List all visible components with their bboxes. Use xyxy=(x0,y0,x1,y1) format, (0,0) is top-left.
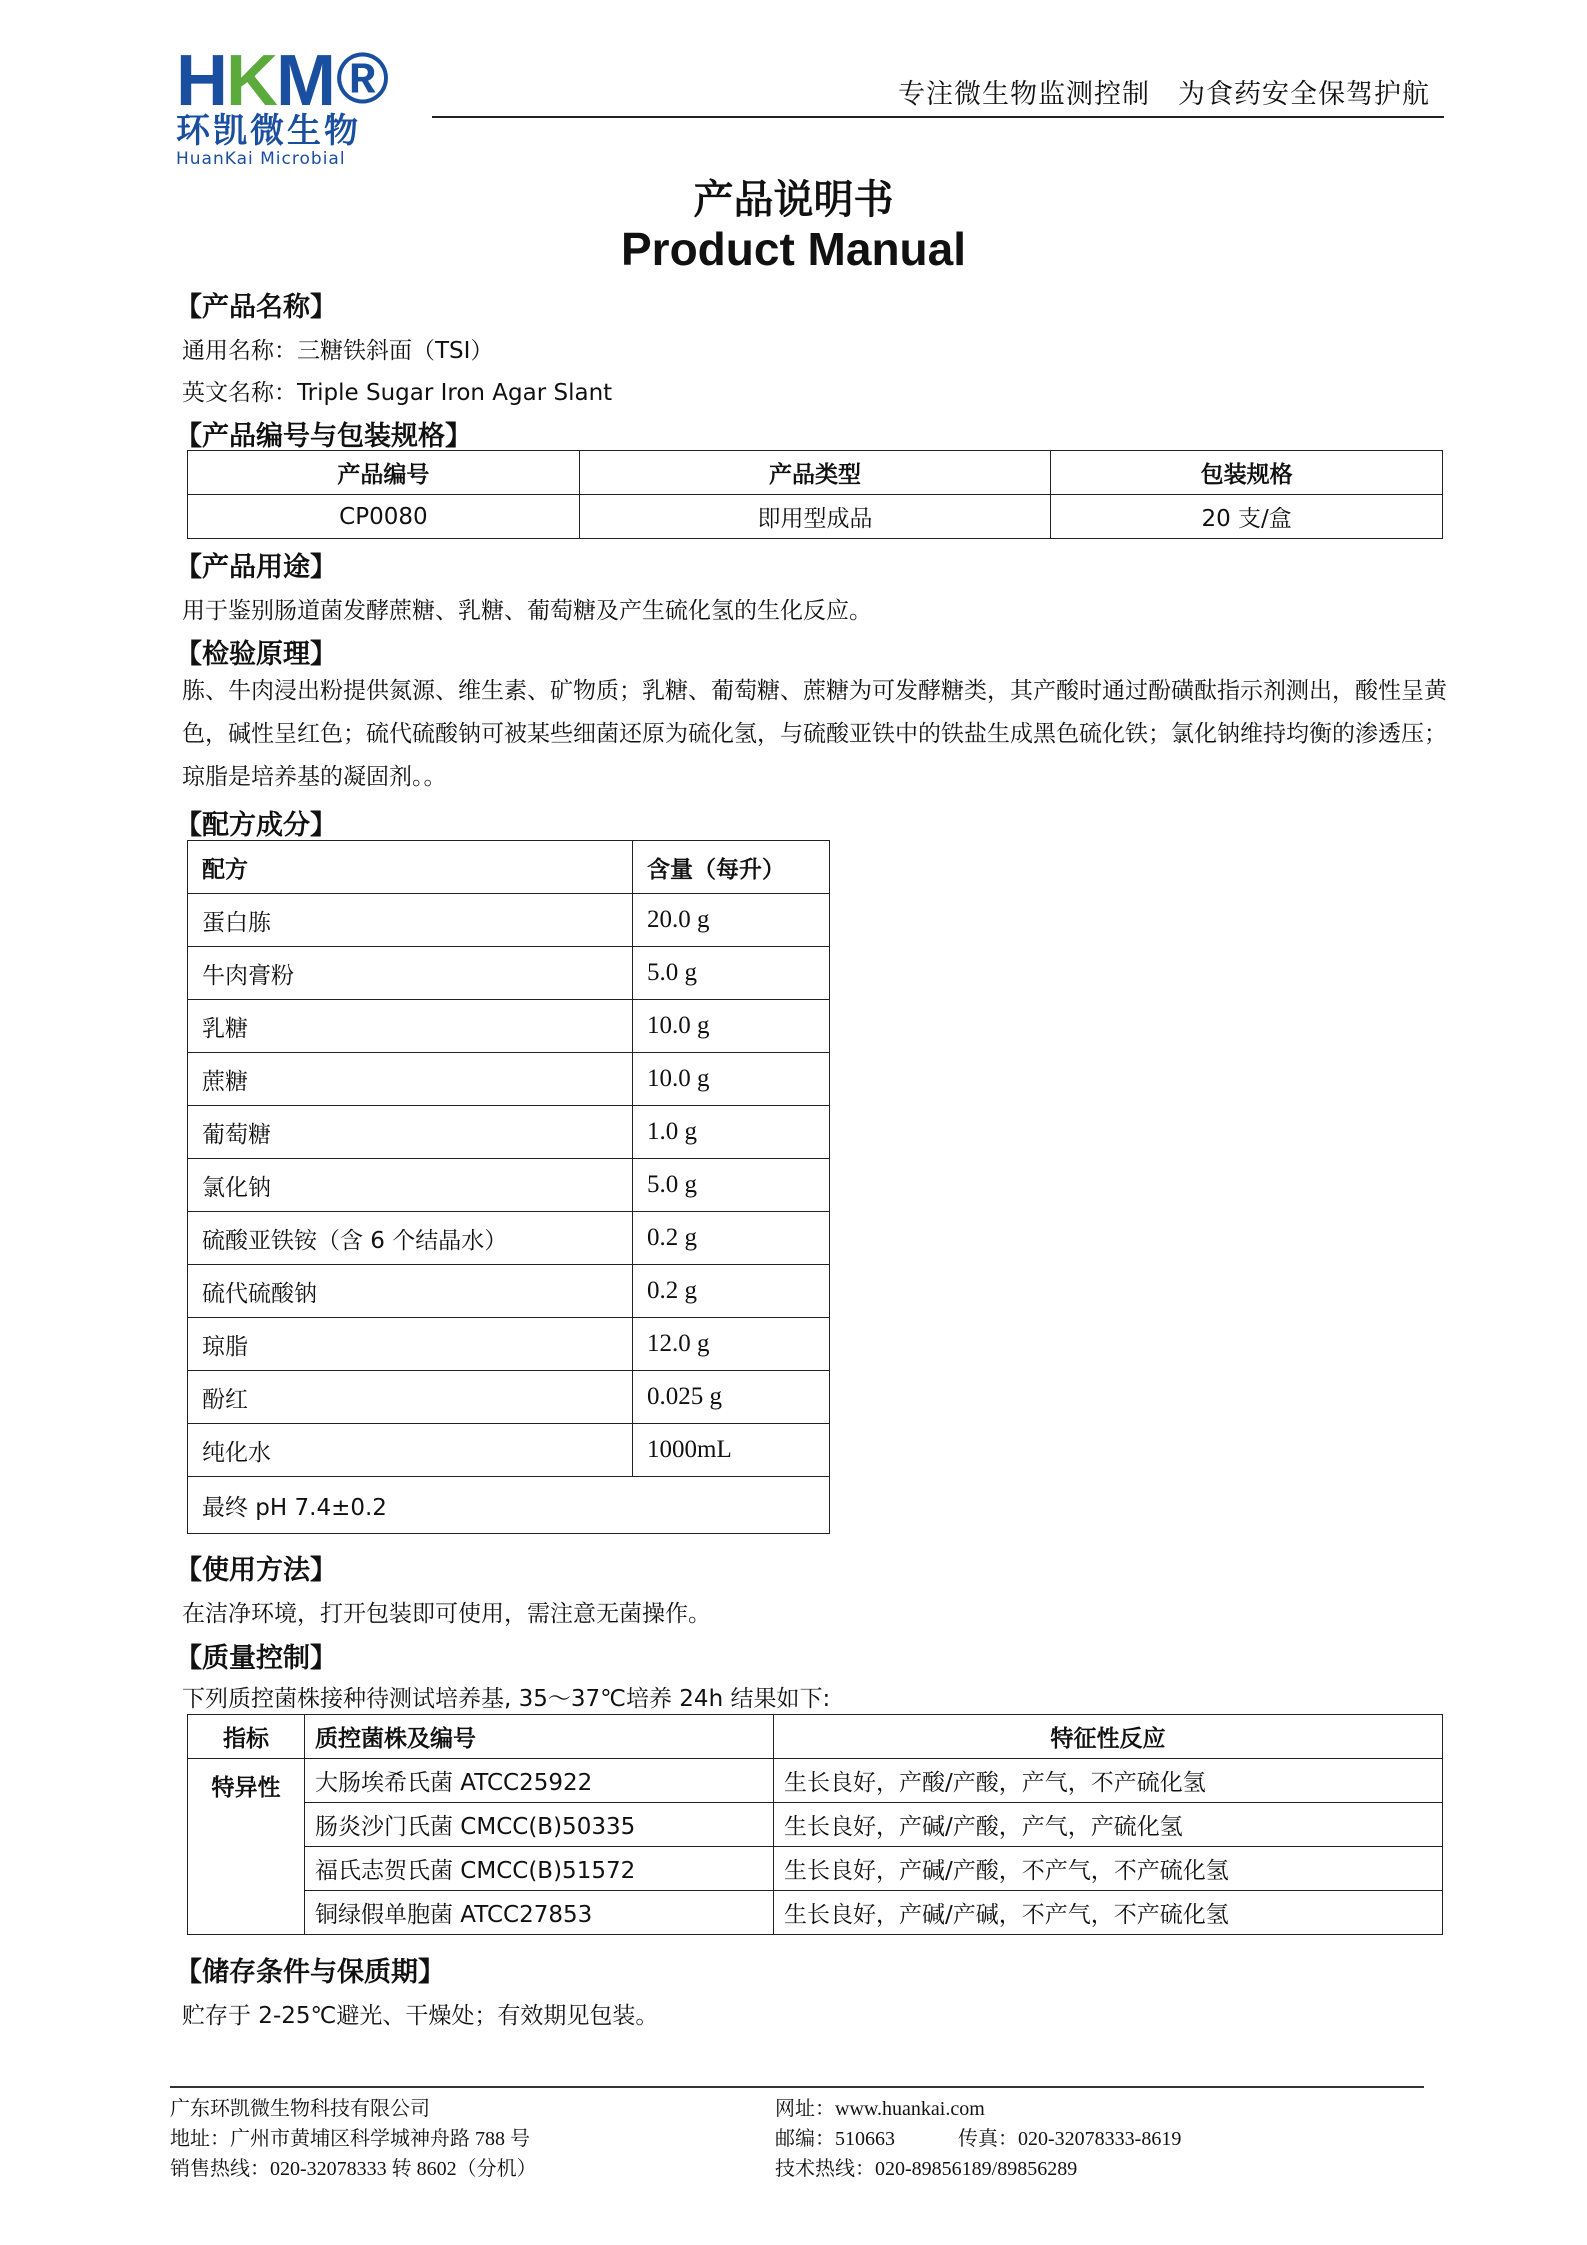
footer-postcode: 邮编：510663 xyxy=(775,2128,895,2150)
footer-tech: 技术热线：020-89856189/89856289 xyxy=(775,2158,1078,2180)
qc-reaction: 生长良好，产碱/产酸，产气，产硫化氢 xyxy=(774,1803,1443,1847)
ingredient-amount: 0.025 g xyxy=(633,1371,830,1424)
footer-company: 广东环凯微生物科技有限公司 xyxy=(170,2098,430,2120)
qc-table xyxy=(187,1714,1443,1935)
ingredient-amount: 10.0 g xyxy=(633,1053,830,1106)
header-spec: 包装规格 xyxy=(1051,451,1443,495)
ingredient-amount: 12.0 g xyxy=(633,1318,830,1371)
table-header-row xyxy=(188,841,830,894)
ingredient-amount: 1000mL xyxy=(633,1424,830,1477)
footer-website: 网址：www.huankai.com xyxy=(775,2098,985,2120)
ingredient-name: 蛋白胨 xyxy=(188,894,633,947)
ingredient-name: 酚红 xyxy=(188,1371,633,1424)
footer-fax: 传真：020-32078333-8619 xyxy=(958,2128,1182,2150)
header-reaction: 特征性反应 xyxy=(774,1715,1443,1759)
table-header-row xyxy=(188,451,1443,495)
ingredient-name: 琼脂 xyxy=(188,1318,633,1371)
logo-letter-k: K xyxy=(226,41,276,121)
section-heading-principle: 【检验原理】 xyxy=(175,639,337,670)
table-row xyxy=(188,1106,830,1159)
logo-registered: ® xyxy=(335,39,388,119)
company-logo xyxy=(176,39,476,169)
header-amount: 含量（每升） xyxy=(633,841,830,894)
header-indicator: 指标 xyxy=(188,1715,305,1759)
ingredient-amount: 5.0 g xyxy=(633,947,830,1000)
section-heading-use: 【产品用途】 xyxy=(175,552,337,583)
table-row xyxy=(188,1847,1443,1891)
logo-chinese: 环凯微生物 xyxy=(176,111,361,151)
section-heading-qc: 【质量控制】 xyxy=(175,1643,337,1674)
header-strain: 质控菌株及编号 xyxy=(305,1715,774,1759)
qc-strain: 大肠埃希氏菌 ATCC25922 xyxy=(305,1759,774,1803)
table-row xyxy=(188,1477,830,1534)
ingredient-name: 蔗糖 xyxy=(188,1053,633,1106)
ingredient-name: 葡萄糖 xyxy=(188,1106,633,1159)
header-ingredient: 配方 xyxy=(188,841,633,894)
common-name: 通用名称：三糖铁斜面（TSI） xyxy=(182,338,494,364)
qc-intro: 下列质控菌株接种待测试培养基, 35～37℃培养 24h 结果如下: xyxy=(182,1686,831,1712)
logo-letter-h: H xyxy=(176,41,226,121)
ingredient-amount: 0.2 g xyxy=(633,1265,830,1318)
section-heading-name: 【产品名称】 xyxy=(175,292,337,323)
header-code: 产品编号 xyxy=(188,451,580,495)
header-type: 产品类型 xyxy=(579,451,1050,495)
storage-text: 贮存于 2-25℃避光、干燥处；有效期见包装。 xyxy=(182,2003,659,2029)
title-english: Product Manual xyxy=(620,223,967,275)
product-type: 即用型成品 xyxy=(579,495,1050,539)
product-code: CP0080 xyxy=(188,495,580,539)
package-table xyxy=(187,450,1443,539)
logo-mark xyxy=(176,39,476,121)
qc-strain: 福氏志贺氏菌 CMCC(B)51572 xyxy=(305,1847,774,1891)
ingredient-name: 硫酸亚铁铵（含 6 个结晶水） xyxy=(188,1212,633,1265)
logo-english: HuanKai Microbial xyxy=(176,149,346,169)
table-row xyxy=(188,1212,830,1265)
table-row xyxy=(188,1000,830,1053)
usage-text: 在洁净环境，打开包装即可使用，需注意无菌操作。 xyxy=(182,1601,711,1627)
ingredient-amount: 10.0 g xyxy=(633,1000,830,1053)
qc-reaction: 生长良好，产碱/产碱，不产气，不产硫化氢 xyxy=(774,1891,1443,1935)
ingredient-amount: 1.0 g xyxy=(633,1106,830,1159)
footer-divider xyxy=(170,2086,1424,2088)
ingredient-name: 牛肉膏粉 xyxy=(188,947,633,1000)
table-row xyxy=(188,1759,1443,1803)
use-text: 用于鉴别肠道菌发酵蔗糖、乳糖、葡萄糖及产生硫化氢的生化反应。 xyxy=(182,598,872,624)
ingredient-amount: 20.0 g xyxy=(633,894,830,947)
section-heading-usage: 【使用方法】 xyxy=(175,1555,337,1586)
table-row xyxy=(188,947,830,1000)
formula-table xyxy=(187,840,830,1534)
table-row xyxy=(188,1053,830,1106)
footer-sales: 销售热线：020-32078333 转 8602（分机） xyxy=(170,2158,537,2180)
ingredient-amount: 5.0 g xyxy=(633,1159,830,1212)
table-row xyxy=(188,1318,830,1371)
qc-category: 特异性 xyxy=(188,1759,305,1935)
package-spec: 20 支/盒 xyxy=(1051,495,1443,539)
ingredient-name: 硫代硫酸钠 xyxy=(188,1265,633,1318)
table-row xyxy=(188,1265,830,1318)
qc-strain: 铜绿假单胞菌 ATCC27853 xyxy=(305,1891,774,1935)
table-row xyxy=(188,1891,1443,1935)
table-header-row xyxy=(188,1715,1443,1759)
table-row xyxy=(188,1803,1443,1847)
table-row xyxy=(188,1159,830,1212)
header-slogan: 专注微生物监测控制 为食药安全保驾护航 xyxy=(898,79,1430,110)
section-heading-formula: 【配方成分】 xyxy=(175,810,337,841)
table-row xyxy=(188,1424,830,1477)
ingredient-amount: 0.2 g xyxy=(633,1212,830,1265)
principle-text: 胨、牛肉浸出粉提供氮源、维生素、矿物质；乳糖、葡萄糖、蔗糖为可发酵糖类，其产酸时通过酚磺酞指示剂测出，酸性呈黄色，碱性呈红色；硫代硫酸钠可被某些细菌还原为硫化氢，与硫酸亚铁中的铁盐生成黑色硫化铁；氯化钠维持均衡的渗透压；琼脂是培养基的凝固剂。。 xyxy=(182,678,1447,790)
section-heading-storage: 【储存条件与保质期】 xyxy=(175,1957,445,1988)
table-row xyxy=(188,495,1443,539)
qc-strain: 肠炎沙门氏菌 CMCC(B)50335 xyxy=(305,1803,774,1847)
qc-reaction: 生长良好，产碱/产酸，不产气，不产硫化氢 xyxy=(774,1847,1443,1891)
footer-address: 地址：广州市黄埔区科学城神舟路 788 号 xyxy=(170,2128,530,2150)
final-ph: 最终 pH 7.4±0.2 xyxy=(188,1477,830,1534)
ingredient-name: 氯化钠 xyxy=(188,1159,633,1212)
title-chinese: 产品说明书 xyxy=(693,177,894,223)
section-heading-package: 【产品编号与包装规格】 xyxy=(175,421,472,452)
header-divider xyxy=(432,116,1444,118)
table-row xyxy=(188,1371,830,1424)
logo-letter-m: M xyxy=(276,41,334,121)
ingredient-name: 纯化水 xyxy=(188,1424,633,1477)
english-name: 英文名称：Triple Sugar Iron Agar Slant xyxy=(182,380,613,406)
table-row xyxy=(188,894,830,947)
qc-reaction: 生长良好，产酸/产酸，产气，不产硫化氢 xyxy=(774,1759,1443,1803)
ingredient-name: 乳糖 xyxy=(188,1000,633,1053)
